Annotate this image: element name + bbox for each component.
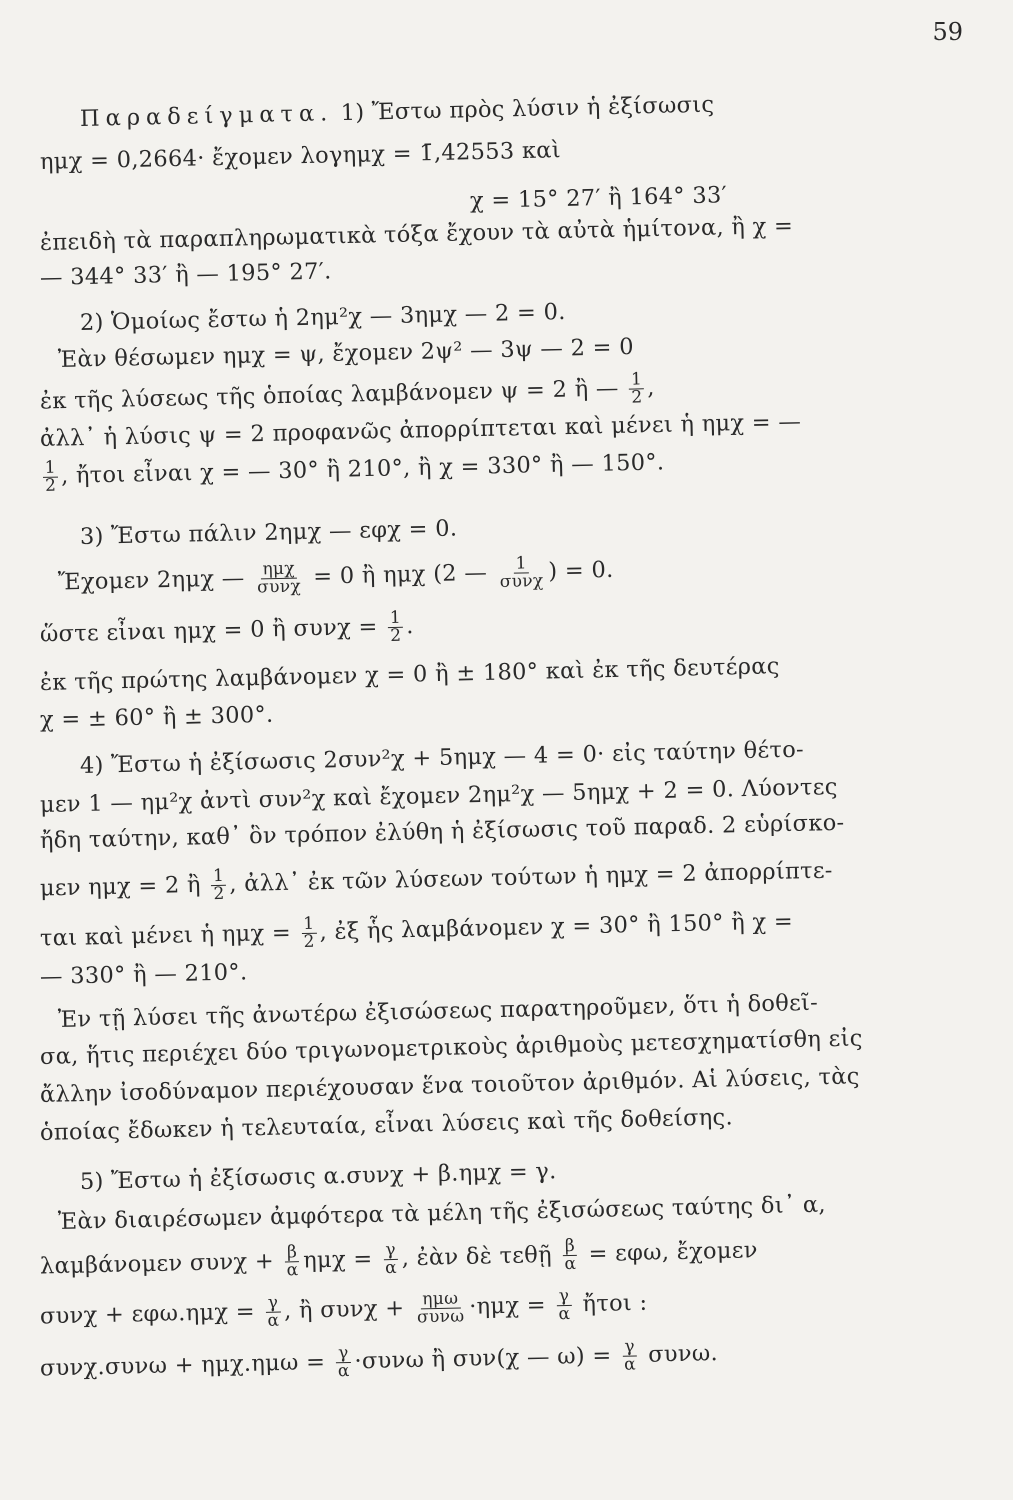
text-segment: ται καὶ μένει ἡ ημχ = (39, 919, 292, 952)
fraction: $\frac{1}{2}$ (212, 865, 225, 905)
text-line: 3) Ἔστω πάλιν 2ημχ — εφχ = 0. (79, 515, 458, 550)
text-segment: Ἔχομεν 2ημχ — (57, 565, 245, 596)
text-line (40, 446, 665, 495)
text-segment: , ἀλλ᾽ ἐκ τῶν λύσεων τούτων ἡ ημχ = 2 ἀπορρίπτε- (229, 857, 833, 898)
text-line: ἄλλην ἰσοδύναμον περιέχουσαν ἕνα τοιοῦτον ἀριθμόν. Αἱ λύσεις, τὰς (39, 1063, 860, 1108)
fraction: $\frac{\text{ημχ}}{\text{συνχ}}$ (256, 558, 302, 598)
fraction: $\frac{1}{2}$ (44, 457, 57, 496)
text-line: — 330° ἢ — 210°. (39, 959, 248, 990)
text-line (40, 905, 794, 957)
text-segment: , ἢ συνχ + (283, 1295, 405, 1324)
text-segment: ἤτοι : (582, 1289, 648, 1318)
text-line: 2) Ὁμοίως ἔστω ἡ 2ημ²χ — 3ημχ — 2 = 0. (79, 298, 566, 336)
text-line (58, 553, 614, 601)
text-segment: = 0 ἢ ημχ (2 — (312, 559, 488, 590)
text-segment: λαμβάνομεν συνχ + (39, 1248, 275, 1280)
text-segment: ·ημχ = (468, 1292, 547, 1320)
text-segment: = εφω, ἔχομεν (588, 1237, 758, 1268)
fraction: $\frac{\gamma}{\alpha}$ (558, 1285, 571, 1325)
fraction: $\frac{\beta}{\alpha}$ (286, 1242, 299, 1281)
text-segment: , (646, 374, 656, 401)
text-line (39, 607, 414, 653)
page-number: 59 (932, 18, 963, 46)
text-segment: . (405, 613, 414, 640)
text-line: ημχ = 0,2664· ἔχομεν λογημχ = 1̄,42553 καὶ (39, 137, 562, 175)
text-line (40, 1337, 719, 1387)
fraction: $\frac{\text{ημω}}{\text{συνω}}$ (416, 1288, 465, 1328)
text-line: Ἐὰν διαιρέσωμεν ἀμφότερα τὰ μέλη τῆς ἐξισώσεως ταύτης δι᾽ α, (57, 1191, 827, 1235)
text-line: 4) Ἔστω ἡ ἐξίσωσις 2συν²χ + 5ημχ — 4 = 0· εἰς ταύτην θέτο- (79, 736, 805, 779)
fraction: $\frac{\gamma}{\alpha}$ (623, 1336, 637, 1375)
text-segment: ὥστε εἶναι ημχ = 0 ἢ συνχ = (39, 613, 378, 648)
text-segment: ημχ = (302, 1245, 373, 1274)
fraction: $\frac{1}{2}$ (303, 913, 316, 953)
text-segment: , ἤτοι εἶναι χ = — 30° ἢ 210°, ἢ χ = 330° ἢ — 150°. (60, 449, 665, 490)
text-line: ὁποίας ἔδωκεν ἡ τελευταία, εἶναι λύσεις καὶ τῆς δοθείσης. (39, 1104, 734, 1146)
text-line: ἀλλ᾽ ἡ λύσις ψ = 2 προφανῶς ἀπορρίπτεται καὶ μένει ἡ ημχ = — (39, 408, 802, 452)
text-line: ἐπειδὴ τὰ παραπληρωματικὰ τόξα ἔχουν τὰ αὐτὰ ἡμίτονα, ἢ χ = (39, 212, 794, 256)
text-segment: ἐκ τῆς λύσεως τῆς ὁποίας λαμβάνομεν ψ = 2 ἢ — (39, 375, 619, 415)
text-line (80, 90, 715, 134)
fraction: $\frac{\beta}{\alpha}$ (564, 1235, 577, 1275)
text-segment: ) = 0. (548, 556, 614, 585)
text-line: χ = ± 60° ἢ ± 300°. (39, 701, 274, 733)
text-line (40, 1286, 648, 1335)
text-segment: , ἐὰν δὲ τεθῇ (401, 1241, 553, 1272)
text-segment: ·συνω ἢ συν(χ — ω) = (354, 1342, 612, 1375)
text-segment: , ἐξ ἧς λαμβάνομεν χ = 30° ἢ 150° ἢ χ = (319, 908, 794, 946)
text-line: Ἐὰν θέσωμεν ημχ = ψ, ἔχομεν 2ψ² — 3ψ — 2 = 0 (57, 333, 635, 373)
text-line (40, 1234, 758, 1285)
text-line: ἤδη ταύτην, καθ᾽ ὃν τρόπον ἐλύθη ἡ ἐξίσωσις τοῦ παραδ. 2 εὑρίσκο- (39, 809, 845, 854)
example-1-intro: 1) Ἔστω πρὸς λύσιν ἡ ἐξίσωσις (340, 91, 715, 127)
section-heading: Παραδείγματα. (79, 100, 334, 132)
text-line: ἐκ τῆς πρώτης λαμβάνομεν χ = 0 ἢ ± 180° καὶ ἐκ τῆς δευτέρας (39, 653, 780, 696)
fraction: $\frac{1}{2}$ (389, 607, 402, 647)
text-line: χ = 15° 27′ ἢ 164° 33′ (469, 182, 728, 214)
text-line: 5) Ἔστω ἡ ἐξίσωσις α.συνχ + β.ημχ = γ. (79, 1158, 557, 1195)
fraction: $\frac{1}{\text{συνχ}}$ (499, 553, 544, 592)
text-line: σα, ἥτις περιέχει δύο τριγωνομετρικοὺς ἀριθμοὺς μετεσχηματίσθη εἰς (39, 1025, 863, 1070)
text-line (40, 854, 833, 907)
text-line: Ἐν τῇ λύσει τῆς ἀνωτέρω ἐξισώσεως παρατηροῦμεν, ὅτι ἡ δοθεῖ- (57, 989, 819, 1033)
fraction: $\frac{\gamma}{\alpha}$ (384, 1239, 398, 1279)
text-segment: συνχ.συνω + ημχ.ημω = (39, 1349, 326, 1382)
text-segment: μεν ημχ = 2 ἢ (39, 871, 202, 902)
fraction: $\frac{1}{2}$ (630, 369, 643, 408)
fraction: $\frac{\gamma}{\alpha}$ (337, 1342, 350, 1382)
text-line: — 344° 33′ ἢ — 195° 27′. (39, 258, 332, 291)
text-segment: συνω. (647, 1340, 719, 1368)
text-line: μεν 1 — ημ²χ ἀντὶ συν²χ καὶ ἔχομεν 2ημ²χ — 5ημχ + 2 = 0. Λύοντες (39, 773, 838, 818)
fraction: $\frac{\gamma}{\alpha}$ (267, 1292, 280, 1331)
text-segment: συνχ + εφω.ημχ = (39, 1298, 256, 1330)
